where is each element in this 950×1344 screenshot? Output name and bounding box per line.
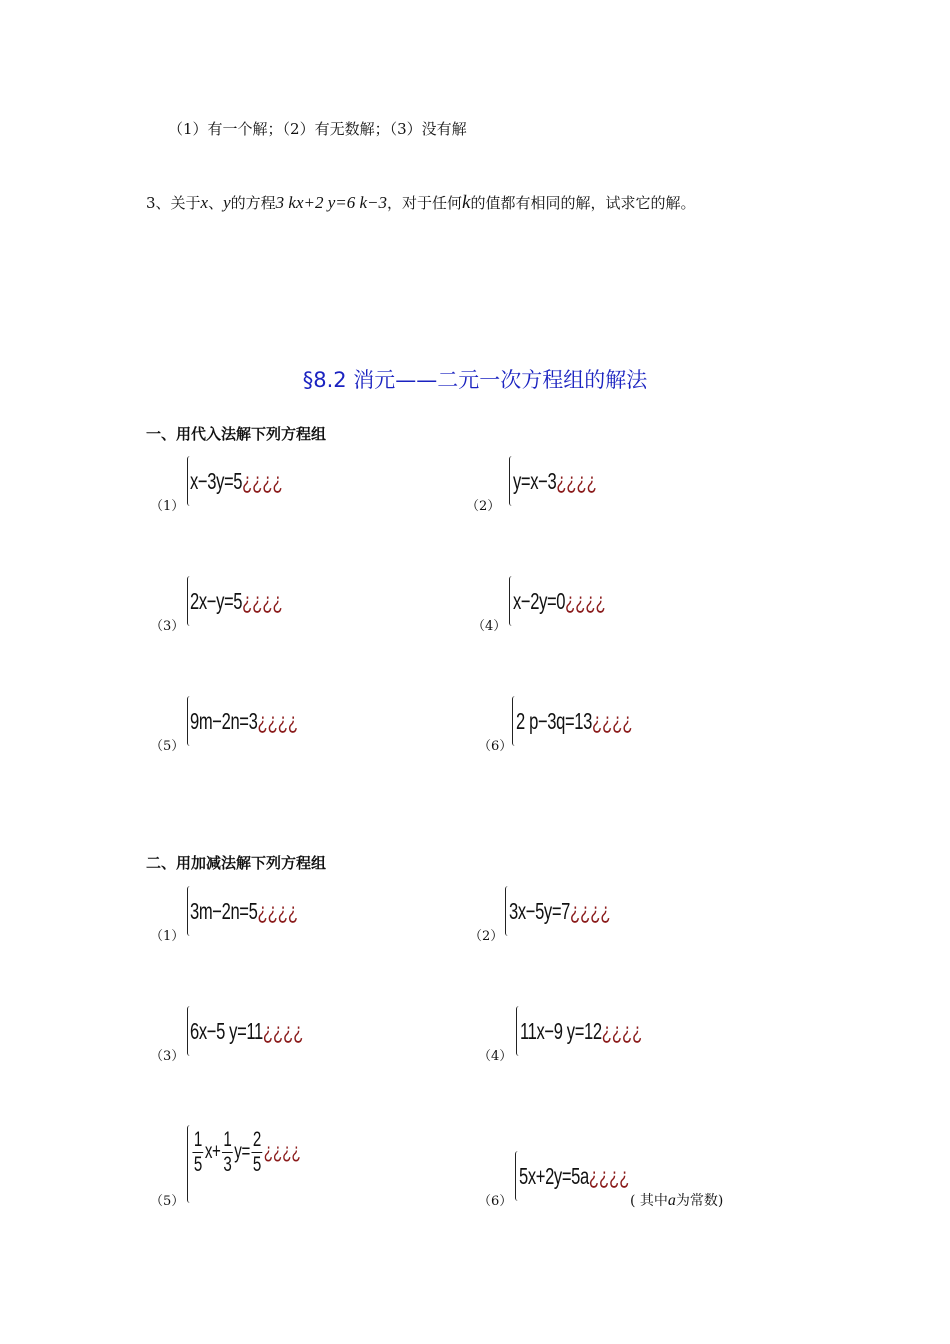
part2-label-6: （6） xyxy=(478,1194,513,1209)
fraction: $\frac{1}{5}$ xyxy=(193,1128,202,1176)
fraction: $\frac{2}{5}$ xyxy=(252,1128,261,1176)
q3-sep: 、 xyxy=(208,194,224,212)
var-x: x xyxy=(200,193,209,212)
question-3 xyxy=(146,192,696,214)
part1-equation-3: 2x−y=5¿¿¿¿ xyxy=(190,588,283,614)
section-title: §8.2 消元——二元一次方程组的解法 xyxy=(302,368,648,392)
part2-label-1: （1） xyxy=(150,929,185,944)
part2-label-3: （3） xyxy=(150,1049,185,1064)
part1-equation-6: 2 p−3q=13¿¿¿¿ xyxy=(516,708,633,734)
q3-prefix: 3、关于 xyxy=(146,194,201,212)
q3-mid: 的方程 xyxy=(230,194,276,212)
part1-equation-4: x−2y=0¿¿¿¿ xyxy=(513,588,606,614)
part1-label-4: （4） xyxy=(472,619,507,634)
part2-heading: 二、用加减法解下列方程组 xyxy=(146,854,327,872)
q3-suffix: 的值都有相同的解，试求它的解。 xyxy=(470,194,696,212)
part1-label-5: （5） xyxy=(150,739,185,754)
part2-equation-1: 3m−2n=5¿¿¿¿ xyxy=(190,898,298,924)
part2-label-4: （4） xyxy=(478,1049,513,1064)
part1-label-3: （3） xyxy=(150,619,185,634)
part1-label-1: （1） xyxy=(150,499,185,514)
q3-equation: 3 kx+2 y=6 k−3 xyxy=(275,193,388,212)
constant-note: ( 其中a为常数) xyxy=(630,1192,724,1209)
part1-equation-5: 9m−2n=3¿¿¿¿ xyxy=(190,708,298,734)
part2-equation-4: 11x−9 y=12¿¿¿¿ xyxy=(520,1018,643,1044)
part1-label-6: （6） xyxy=(478,739,513,754)
part1-label-2: （2） xyxy=(466,499,501,514)
var-k: k xyxy=(462,192,471,213)
part2-equation-5: $\frac{1}{5}$ x+ $\frac{1}{3}$ y= $\frac{2}{5}$ ¿¿¿¿ xyxy=(193,1128,301,1176)
part2-equation-6: 5x+2y=5a¿¿¿¿ xyxy=(519,1163,630,1189)
options-line: （1）有一个解；（2）有无数解；（3）没有解 xyxy=(168,120,467,138)
part1-equation-1: x−3y=5¿¿¿¿ xyxy=(190,468,283,494)
q3-after: ，对于任何 xyxy=(387,194,463,212)
part2-label-2: （2） xyxy=(469,929,504,944)
part2-equation-2: 3x−5y=7¿¿¿¿ xyxy=(509,898,611,924)
var-y: y xyxy=(223,193,231,212)
part2-label-5: （5） xyxy=(150,1194,185,1209)
part2-equation-3: 6x−5 y=11¿¿¿¿ xyxy=(190,1018,304,1044)
part1-heading: 一、用代入法解下列方程组 xyxy=(146,425,327,443)
part1-equation-2: y=x−3¿¿¿¿ xyxy=(513,468,597,494)
fraction: $\frac{1}{3}$ xyxy=(223,1128,232,1176)
